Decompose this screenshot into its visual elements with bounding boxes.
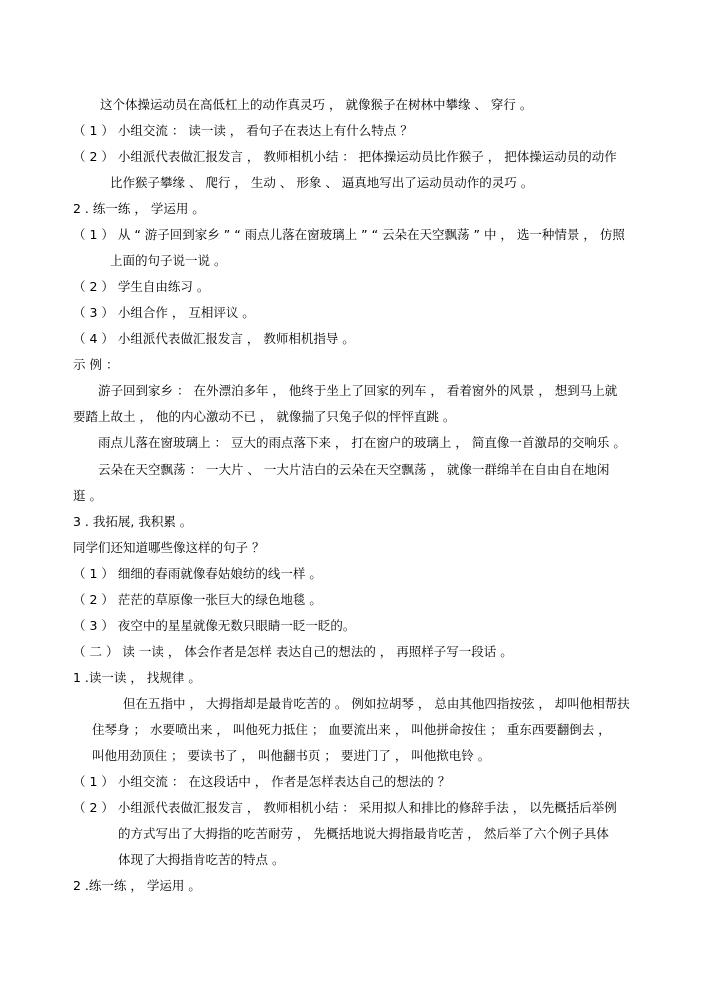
example-clouds-continuation: 逛 。 — [73, 488, 102, 503]
list-item-1-how-expressed: （ 1 ） 小组交流 ： 在这段话中 ， 作者是怎样表达自己的想法的 ？ — [73, 774, 451, 789]
subheading-read-find-pattern: 1 .读一读 ， 找规律 。 — [73, 670, 201, 685]
list-item-1-spring-rain: （ 1 ） 细细的春雨就像春姑娘纺的线一样 。 — [73, 566, 322, 581]
passage-thumb-line-1: 但在五指中 ， 大拇指却是最肯吃苦的 。 例如拉胡琴 ， 总由其他四指按弦 ， 却叫他相帮扶 — [123, 696, 630, 711]
list-item-3-group-work: （ 3 ） 小组合作 ， 互相评议 。 — [73, 305, 255, 320]
list-item-2-rhetoric-continuation-1: 的方式写出了大拇指的吃苦耐劳 ， 先概括地说大拇指最肯吃苦 ， 然后举了六个例子具体 — [118, 826, 609, 841]
list-item-2-rhetoric-summary: （ 2 ） 小组派代表做汇报发言 ， 教师相机小结 ： 采用拟人和排比的修辞手法 ， 以先概括后举例 — [73, 800, 617, 815]
passage-thumb-line-2: 住琴身 ； 水要喷出来 ， 叫他死力抵住 ； 血要流出来 ， 叫他拼命按住 ； 重东西要翻倒去 ， — [92, 722, 611, 737]
example-label: 示 例 ： — [73, 357, 119, 372]
example-raindrops: 雨点儿落在窗玻璃上 ： 豆大的雨点落下来 ， 打在窗户的玻璃上 ， 简直像一首激昂的交响乐 。 — [98, 435, 626, 450]
example-clouds: 云朵在天空飘荡 ： 一大片 、 一大片洁白的云朵在天空飘荡 ， 就像一群绵羊在自由自在地闲 — [98, 462, 610, 477]
example-wanderer: 游子回到家乡 ： 在外漂泊多年 ， 他终于坐上了回家的列车 ， 看着窗外的风景 ， 想到马上就 — [98, 383, 618, 398]
list-item-2-teacher-summary: （ 2 ） 小组派代表做汇报发言 ， 教师相机小结 ： 把体操运动员比作猴子 ， 把体操运动员的动作 — [73, 149, 617, 164]
list-item-1-continuation: 上面的句子说一说 。 — [110, 253, 227, 268]
list-item-2-continuation: 比作猴子攀缘 、 爬行 ， 生动 、 形象 、 逼真地写出了运动员动作的灵巧 。 — [110, 175, 534, 190]
passage-thumb-line-3: 叫他用劲顶住 ； 要读书了 ， 叫他翻书页 ； 要进门了 ， 叫他揿电铃 。 — [92, 748, 491, 763]
question-similar-sentences: 同学们还知道哪些像这样的句子 ？ — [73, 540, 265, 555]
paragraph-example-sentence: 这个体操运动员在高低杠上的动作真灵巧 ， 就像猴子在树林中攀缘 、 穿行 。 — [100, 97, 533, 112]
section-heading-practice: 2 . 练一练 ， 学运用 。 — [73, 201, 205, 216]
list-item-1-group-discussion: （ 1 ） 小组交流 ： 读一读 ， 看句子在表达上有什么特点 ？ — [73, 123, 413, 138]
section-heading-read-and-write: （ 二 ） 读 一读 ， 体会作者是怎样 表达自己的想法的 ， 再照样子写一段话 。 — [73, 644, 513, 659]
section-heading-practice-2: 2 .练一练 ， 学运用 。 — [73, 878, 201, 893]
section-heading-expand: 3 . 我拓展, 我积累 。 — [73, 514, 193, 529]
list-item-3-stars: （ 3 ） 夜空中的星星就像无数只眼睛一眨一眨的。 — [73, 618, 356, 633]
example-wanderer-continuation: 要踏上故土 ， 他的内心激动不已 ， 就像揣了只兔子似的怦怦直跳 。 — [73, 409, 456, 424]
list-item-1-choose-scene: （ 1 ） 从 “ 游子回到家乡 ” “ 雨点儿落在窗玻璃上 ” “ 云朵在天空飘荡 ” 中 ， 选一种情景 ， 仿照 — [73, 227, 625, 242]
list-item-2-free-practice: （ 2 ） 学生自由练习 。 — [73, 279, 210, 294]
list-item-2-rhetoric-continuation-2: 体现了大拇指肯吃苦的特点 。 — [118, 852, 285, 867]
list-item-2-grassland: （ 2 ） 茫茫的草原像一张巨大的绿色地毯 。 — [73, 592, 322, 607]
list-item-4-report: （ 4 ） 小组派代表做汇报发言 ， 教师相机指导 。 — [73, 331, 355, 346]
